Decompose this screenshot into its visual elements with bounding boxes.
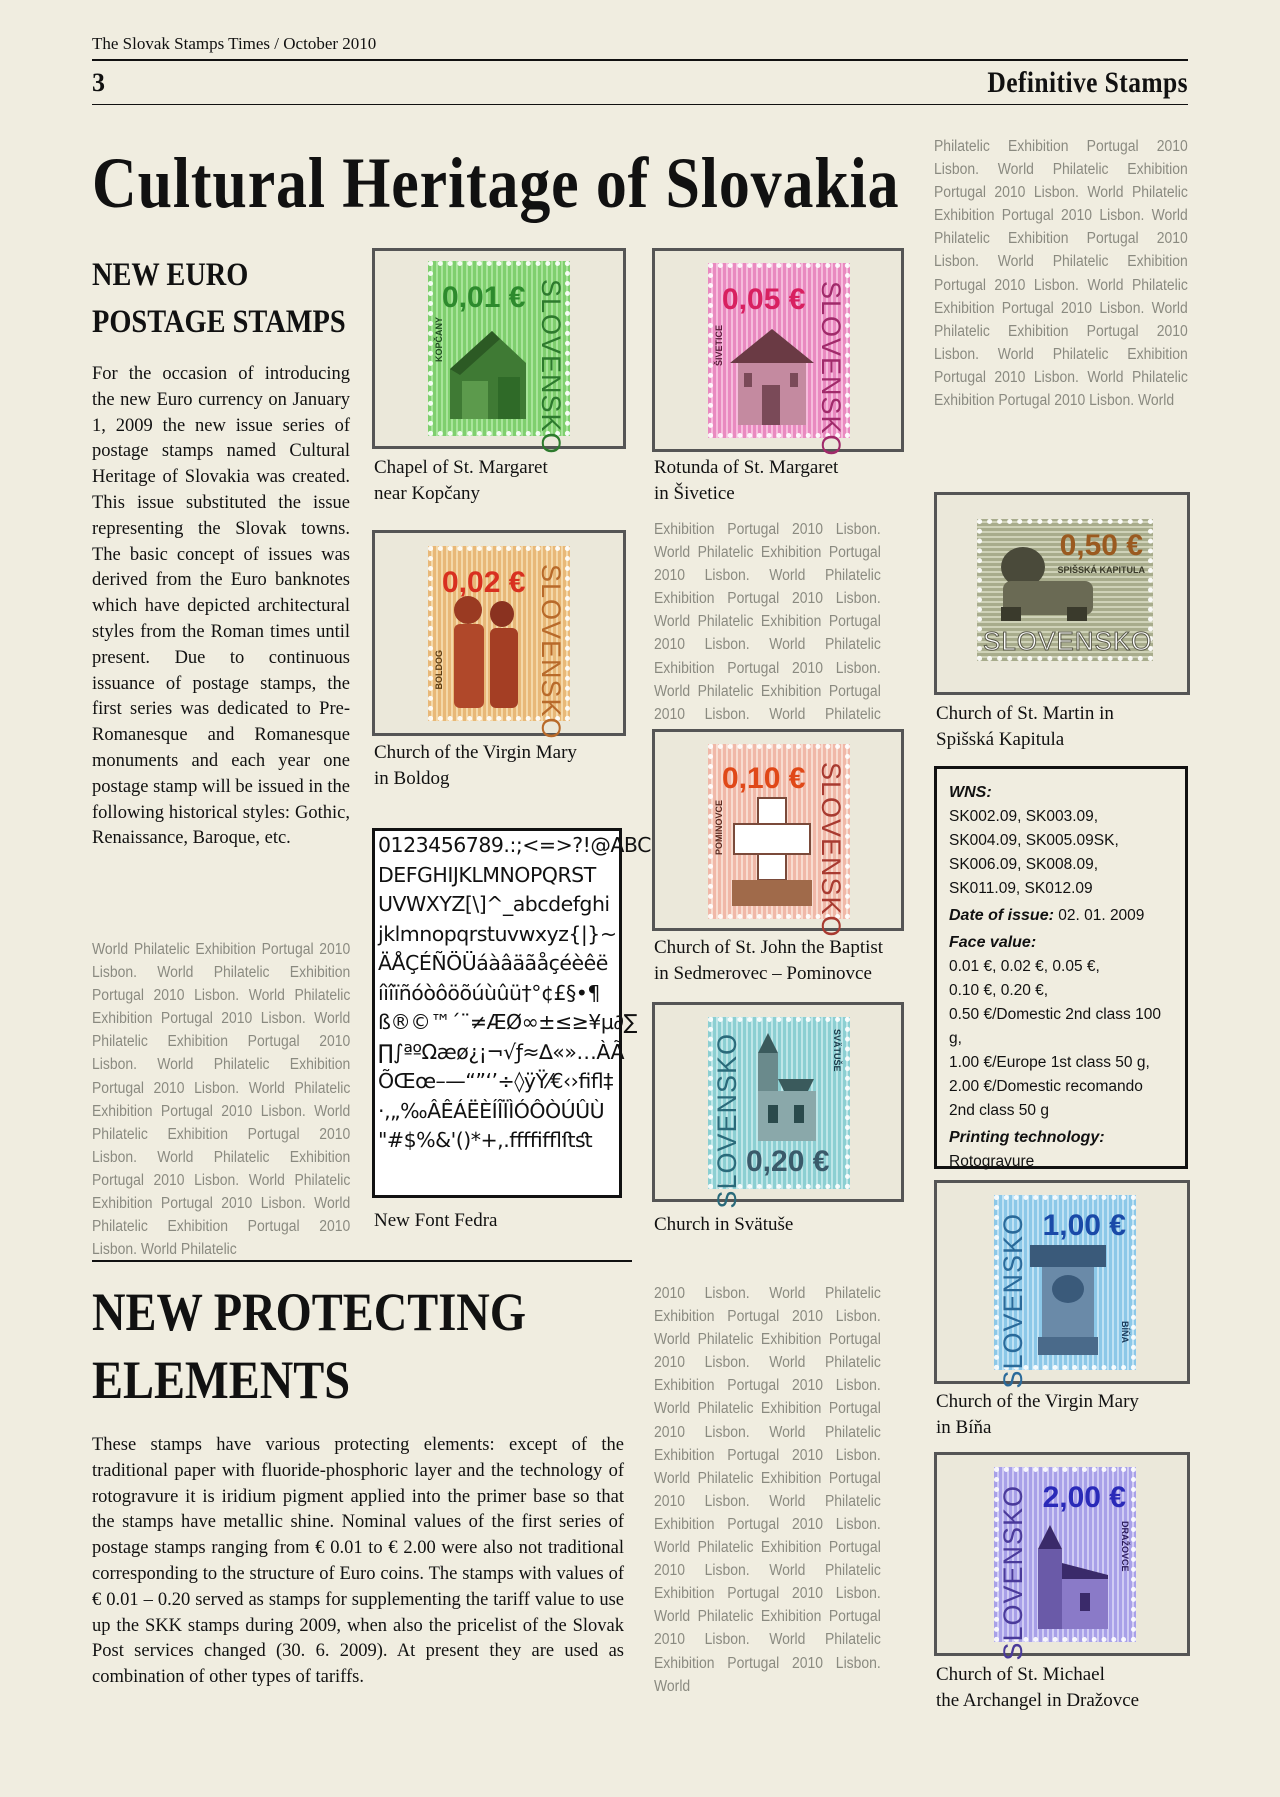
article2-body: These stamps have various protecting elements: except of the traditional paper with fluoride-phosphoric layer and the technology of rotogravure it is iridium pigment applied into the primer base so that the stamps have metallic shine. Nominal values of the first series of postage stamps ranging from € 0.01 to € 2.00 were also not traditional corresponding to the structure of Euro coins. The stamps with values of € 0.01 – 0.20 served as stamps for supplementing the tariff value to use up the SKK stamps during 2009, when also the pricelist of the Slovak Post services changed (30. 6. 2009). At present they are used as combination of other types of tariffs.: [92, 1435, 624, 1688]
stamp-caption: Church of St. Michael the Archangel in Dražovce: [936, 1664, 1140, 1711]
print-label: Printing technology:: [949, 1129, 1105, 1146]
masthead: The Slovak Stamps Times / October 2010: [92, 34, 377, 53]
stamp-value: 0,20 €: [746, 1145, 830, 1178]
stamp-place: KOPČANY: [434, 317, 444, 363]
article-body: For the occasion of introducing the new Euro currency on January 1, 2009 the new issue series of postage stamps named Cultural Heritage of Slovakia was created. This issue substituted the issue representing the Slovak towns. The basic concept of issues was derived from the Euro banknotes which have depicted architectural styles from the Roman times until present. Due to continuous issuance of postage stamps, the first series was dedicated to Pre-Romanesque and Romanesque monuments and each year one postage stamp will be issued in the following historical styles: Gothic, Renaissance, Baroque, etc.: [92, 364, 350, 849]
stamp-country: SLOVENSKO: [998, 1213, 1028, 1389]
capital-sculpture-illustration: [1024, 1241, 1112, 1357]
page-number: 3: [92, 68, 105, 97]
stamp-frame: [372, 530, 626, 740]
wns-label: WNS:: [949, 784, 992, 801]
stamp-value: 0,02 €: [442, 566, 526, 599]
stamp-0-05: [708, 263, 850, 457]
stamp-value: 0,01 €: [442, 281, 526, 314]
stamp-place: DRAŽOVCE: [1120, 1521, 1130, 1572]
stamp-place: BÍŇA: [1120, 1321, 1130, 1343]
filler-text-col3-top: Exhibition Portugal 2010 Lisbon. World Philatelic Exhibition Portugal 2010 Lisbon. World Philatelic Exhibition Portugal 2010 Lisbon. World Philatelic Exhibition Portugal 2010 Lisbon. World Philatelic Exhibition Portugal 2010 Lisbon. World Philatelic Exhibition Portugal 2010 Lisbon. World Philatelic: [654, 521, 881, 723]
stamp-frame: [372, 248, 626, 455]
stamp-place: SPIŠSKÁ KAPITULA: [1057, 565, 1145, 575]
font-sample-box: 0123456789.:;<=>?!@ABC DEFGHIJKLMNOPQRST UVWXYZ[\]^_abcdefghi jklmnopqrstuvwxyz{|}~ ÄÅÇÉÑÖÜáàâäãåçéèêë íìîïñóòôöõúùûü†°¢£§•¶ ß®©™´¨≠ÆØ∞±≤≥¥µ∂∑ ∏∫ªºΩæø¿¡¬√ƒ≈∆«»…ÀÃ ÕŒœ–—“”‘’÷◊ÿŸ⁄€‹›ﬁﬂ‡ ·‚„‰ÂÊÁËÈÍÎÏÌÓÔÒÚÛÙ "#$%&'()*+,.ﬀﬃﬄﬅﬆ: [372, 828, 622, 1198]
stamp-country: SLOVENSKO: [712, 1033, 742, 1209]
filler-text-col3-bottom: 2010 Lisbon. World Philatelic Exhibition Portugal 2010 Lisbon. World Philatelic Exhibition Portugal 2010 Lisbon. World Philatelic Exhibition Portugal 2010 Lisbon. World Philatelic Exhibition Portugal 2010 Lisbon. World Philatelic Exhibition Portugal 2010 Lisbon. World Philatelic Exhibition Portugal 2010 Lisbon. World Philatelic Exhibition Portugal 2010 Lisbon. World Philatelic Exhibition Portugal 2010 Lisbon. World Philatelic Exhibition Portugal 2010 Lisbon. World Philatelic Exhibition Portugal 2010 Lisbon. World Philatelic Exhibition Portugal 2010 Lisbon. World: [654, 1285, 881, 1695]
header-subrule: [92, 104, 1188, 105]
stamp-caption: Church of the Virgin Mary in Boldog: [374, 742, 577, 789]
stamp-value: 0,05 €: [722, 283, 806, 316]
chapel-illustration: [444, 323, 536, 423]
stamp-1-00: [994, 1195, 1136, 1389]
stamp-place: ŠIVETICE: [714, 325, 724, 367]
stamp-value: 2,00 €: [1042, 1481, 1126, 1514]
stamp-country: SLOVENSKO: [983, 626, 1153, 656]
stamp-caption: Church in Svätuše: [654, 1214, 794, 1235]
stamp-country: SLOVENSKO: [816, 281, 846, 457]
stamp-caption: Rotunda of St. Margaret in Šivetice: [654, 457, 839, 504]
article-subtitle: NEW EURO POSTAGE STAMPS: [92, 257, 346, 340]
stamp-2-00: [994, 1467, 1136, 1661]
church-cross-illustration: [728, 794, 818, 908]
stamp-place: POMINOVCE: [714, 800, 724, 856]
stamp-frame: [652, 248, 904, 457]
stamp-value: 1,00 €: [1042, 1209, 1126, 1242]
face-label: Face value:: [949, 934, 1037, 951]
wns-value: SK002.09, SK003.09, SK004.09, SK005.09SK, SK006.09, SK008.09, SK011.09, SK012.09: [949, 808, 1119, 897]
stamp-0-10: [708, 744, 850, 938]
stamp-frame: [934, 492, 1190, 695]
article-title: Cultural Heritage of Slovakia: [92, 143, 900, 223]
stamp-frame: [652, 1002, 904, 1209]
date-label: Date of issue:: [949, 907, 1054, 924]
svatuse-church-illustration: [738, 1031, 824, 1143]
font-sample-caption: New Font Fedra: [374, 1210, 498, 1231]
stamp-country: SLOVENSKO: [536, 564, 566, 740]
section-title: Definitive Stamps: [987, 66, 1188, 99]
stamp-country: SLOVENSKO: [536, 279, 566, 455]
stamp-country: SLOVENSKO: [998, 1485, 1028, 1661]
stamp-frame: [934, 1180, 1190, 1389]
article2-title: NEW PROTECTING ELEMENTS: [92, 1282, 526, 1410]
header-rule: [92, 59, 1188, 61]
stamp-caption: Church of the Virgin Mary in Bíňa: [936, 1391, 1139, 1438]
stamp-frame: [934, 1452, 1190, 1661]
stamp-info-box: WNS: SK002.09, SK003.09, SK004.09, SK005.09SK, SK006.09, SK008.09, SK011.09, SK012.09 Date of issue: 02. 01. 2009 Face value: 0.01 €, 0.02 €, 0.05 €, 0.10 €, 0.20 €, 0.50 €/Domestic 2nd class 100 g, 1.00 €/Europe 1st class 50 g, 2.00 €/Domestic recomando 2nd class 50 g Printing technology: Rotogravure: [934, 766, 1188, 1169]
stamp-country: SLOVENSKO: [816, 762, 846, 938]
filler-text-col4-top: Philatelic Exhibition Portugal 2010 Lisbon. World Philatelic Exhibition Portugal 2010 Lisbon. World Philatelic Exhibition Portugal 2010 Lisbon. World Philatelic Exhibition Portugal 2010 Lisbon. World Philatelic Exhibition Portugal 2010 Lisbon. World Philatelic Exhibition Portugal 2010 Lisbon. World Philatelic Exhibition Portugal 2010 Lisbon. World Philatelic Exhibition Portugal 2010 Lisbon. World Philatelic Exhibition Portugal 2010 Lisbon. World: [934, 138, 1188, 410]
stamp-0-50: [977, 519, 1153, 661]
stamp-caption: Church of St. John the Baptist in Sedmerovec – Pominovce: [654, 937, 884, 984]
stamp-0-20: [708, 1017, 850, 1209]
stamp-value: 0,10 €: [722, 762, 806, 795]
stamp-0-01: [428, 261, 570, 455]
print-value: Rotogravure: [949, 1153, 1035, 1170]
relief-illustration: [446, 594, 526, 712]
stamp-caption: Church of St. Martin in Spišská Kapitula: [936, 703, 1114, 750]
rotunda-illustration: [728, 319, 816, 427]
stamp-0-02: [428, 546, 570, 740]
stamp-value: 0,50 €: [1059, 529, 1143, 562]
stamp-place: BOLDOG: [434, 650, 444, 690]
date-value: 02. 01. 2009: [1058, 907, 1145, 924]
drazovce-church-illustration: [1024, 1523, 1112, 1631]
stamp-place: SVÄTUŠE: [832, 1029, 842, 1072]
stamp-caption: Chapel of St. Margaret near Kopčany: [374, 457, 548, 504]
stamp-frame: [652, 729, 904, 938]
article-divider: [92, 1260, 632, 1262]
filler-text-col1: World Philatelic Exhibition Portugal 2010 Lisbon. World Philatelic Exhibition Portugal 2010 Lisbon. World Philatelic Exhibition Portugal 2010 Lisbon. World Philatelic Exhibition Portugal 2010 Lisbon. World Philatelic Exhibition Portugal 2010 Lisbon. World Philatelic Exhibition Portugal 2010 Lisbon. World Philatelic Exhibition Portugal 2010 Lisbon. World Philatelic Exhibition Portugal 2010 Lisbon. World Philatelic Exhibition Portugal 2010 Lisbon. World Philatelic Exhibition Portugal 2010 Lisbon. World Philatelic: [92, 941, 351, 1259]
